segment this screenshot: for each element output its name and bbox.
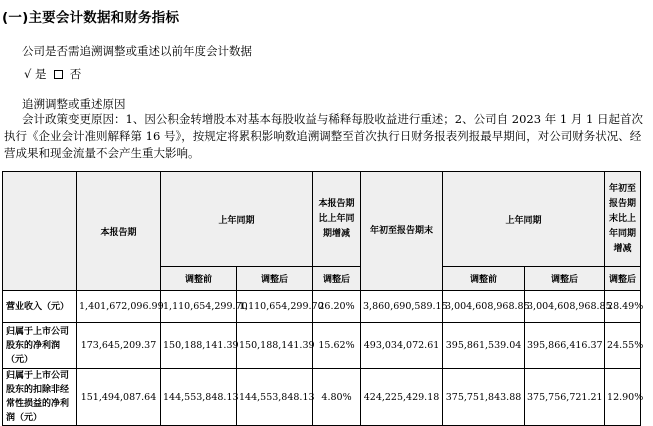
cell-current: 151,494,087.64 <box>77 369 161 426</box>
header-before-adjustment: 调整前 <box>161 267 237 291</box>
row-label: 归属于上市公司股东的净利润（元） <box>3 323 77 369</box>
cell-change: 15.62% <box>313 323 361 369</box>
header-prior-same-period: 上年同期 <box>161 172 313 267</box>
table-row <box>3 323 641 369</box>
cell-ytd-prior-after: 3,004,608,968.85 <box>525 291 605 323</box>
financial-data-table <box>2 171 644 426</box>
table-row <box>3 291 641 323</box>
cell-prior-before: 144,553,848.13 <box>161 369 237 426</box>
section-heading: (一)主要会计数据和财务指标 <box>2 10 180 26</box>
reason-text: 会计政策变更原因：1、因公积金转增股本对基本每股收益与稀释每股收益进行重述；2、公司自 2023 年 1 月 1 日起首次执行《企业会计准则解释第 16 号》，按规定将累积影响数追溯调整至首次执行日财务报表列报最早期间，对公司财务状况、经营成果和现金流量不会产生重大影响。 <box>4 112 643 160</box>
cell-prior-before: 1,110,654,299.70 <box>161 291 237 323</box>
cell-current: 1,401,672,096.99 <box>77 291 161 323</box>
cell-prior-after: 144,553,848.13 <box>237 369 313 426</box>
cell-ytd-prior-after: 395,866,416.37 <box>525 323 605 369</box>
cell-prior-after: 1,110,654,299.70 <box>237 291 313 323</box>
header-after-adjustment-ytd: 调整后 <box>525 267 605 291</box>
reason-title: 追溯调整或重述原因 <box>22 97 126 111</box>
header-year-to-date: 年初至报告期末 <box>361 172 443 291</box>
option-yes: 是 <box>34 67 47 81</box>
cell-current: 173,645,209.37 <box>77 323 161 369</box>
header-current-period: 本报告期 <box>77 172 161 291</box>
cell-ytd: 3,860,690,589.15 <box>361 291 443 323</box>
cell-ytd-prior-before: 395,861,539.04 <box>443 323 525 369</box>
header-change: 本报告期比上年同期增减 <box>313 172 361 267</box>
restatement-question: 公司是否需追溯调整或重述以前年度会计数据 <box>22 44 252 58</box>
cell-ytd-change: 24.55% <box>605 323 641 369</box>
cell-prior-before: 150,188,141.39 <box>161 323 237 369</box>
header-blank <box>3 172 77 291</box>
option-no: 否 <box>69 67 82 81</box>
row-label: 归属于上市公司股东的扣除非经常性损益的净利润（元） <box>3 369 77 426</box>
header-after-adjustment-ytd-2: 调整后 <box>605 267 641 291</box>
check-mark: √ <box>24 67 32 81</box>
header-after-adjustment: 调整后 <box>237 267 313 291</box>
cell-ytd: 424,225,429.18 <box>361 369 443 426</box>
cell-ytd-prior-before: 3,004,608,968.85 <box>443 291 525 323</box>
restatement-options <box>24 66 81 82</box>
row-label: 营业收入（元） <box>3 291 77 323</box>
table-row <box>3 369 641 426</box>
header-change-ytd: 年初至报告期末比上年同期增减 <box>605 172 641 267</box>
header-before-adjustment-ytd: 调整前 <box>443 267 525 291</box>
header-prior-same-ytd: 上年同期 <box>443 172 605 267</box>
cell-ytd: 493,034,072.61 <box>361 323 443 369</box>
cell-ytd-change: 28.49% <box>605 291 641 323</box>
cell-change: 26.20% <box>313 291 361 323</box>
cell-prior-after: 150,188,141.39 <box>237 323 313 369</box>
cell-ytd-prior-after: 375,756,721.21 <box>525 369 605 426</box>
header-after-adjustment-2: 调整后 <box>313 267 361 291</box>
empty-checkbox-icon <box>54 70 63 79</box>
cell-ytd-prior-before: 375,751,843.88 <box>443 369 525 426</box>
cell-ytd-change: 12.90% <box>605 369 641 426</box>
cell-change: 4.80% <box>313 369 361 426</box>
